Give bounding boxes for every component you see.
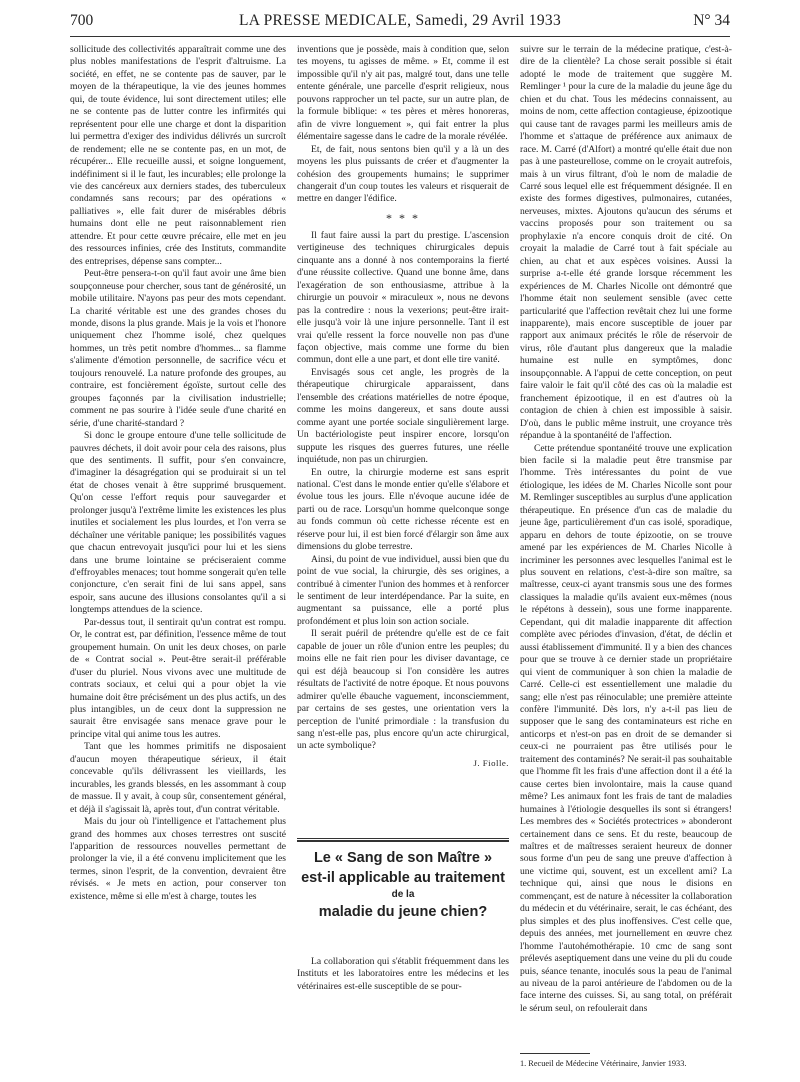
article-title-line: Le « Sang de son Maître » [313,850,493,866]
column-1 [70,44,286,903]
paragraph: En outre, la chirurgie moderne est sans esprit national. C'est dans le monde entier qu'elle s'élabore et évolue tous les jours. Elle n'évoque aucune idée de parti ou de race. Lorsqu'un homme quelconque songe au fonds commun où cette richesse récente est en réserve pour lui, il est bien forcé d'élargir son âme aux dimensions du globe terrestre. [297,466,509,553]
paragraph: Peut-être pensera-t-on qu'il faut avoir une âme bien soupçonneuse pour chercher, sous tant de générosité, un mobile utilitaire. N'ayons pas peur des mots cependant. La charité véritable est une des grandes choses du monde, disons la plus grande. Mais je la vois et l'honore uniquement chez l'homme isolé, chez quelques hommes, un très petit nombre d'hommes... sa flamme s'alimente d'émotion personnelle, de sacrifice vécu et toujours renouvelé. La nature profonde des groupes, au contraire, est foncièrement égoïste, surtout celle des groupes façonnés par la civilisation industrielle; comment ne pas sourire à l'idée seule d'une charité en série, d'une charité-standard ? [70,268,286,429]
page-header [70,10,730,32]
paragraph: sollicitude des collectivités apparaîtrait comme une des plus nobles manifestations de l'esprit d'altruisme. La société, en effet, ne se contente pas de sauver, par le moyen de la thérapeutique, la vie des jeunes hommes qui, de toute évidence, lui sont directement utiles; elle ne se contente pas de lutter contre les infirmités qui représentent pour elle une charge et dont la disparition lui permettra d'exiger des individus délivrés un surcroît de rendement; elle ne se contente pas, en un mot, de récupérer... Elle recueille aussi, et soigne longuement, indéfiniment si il le faut, les incurables; elle prolonge la vie des cancéreux aux derniers stades, des tuberculeux condamnés sans recours; par des opérations « palliatives », elle fait durer de misérables débris humains dont elle ne peut raisonnablement rien attendre. Et pour cette œuvre précaire, elle met en jeu des ressources infinies, crée des Instituts, commandite des entreprises, dépense sans compter... [70,44,286,267]
paragraph: Par-dessus tout, il sentirait qu'un contrat est rompu. Or, le contrat est, par définition, l'essence même de tout groupement humain. On unit les deux choses, on parle de « Contrat social ». Peut-être serait-il préférable d'user du pluriel. Nous vivons avec une multitude de contrats sociaux, et celui qui a pour objet la vie humaine doit être précisément un des plus actifs, un des plus intangibles, un de ceux dont la suppression ne saurait être envisagée sans menace grave pour le principe vital qui anime tous les autres. [70,616,286,740]
article-title-line: de la [391,889,415,900]
paragraph: Cette prétendue spontanéité trouve une explication bien facile si la maladie peut être transmise par l'homme. Très intéressantes du point de vue étiologique, les idées de M. Charles Nicolle sont pour M. Remlinger susceptibles au surplus d'une application thérapeutique. En présence d'un cas de maladie du jeune âge, particulièrement d'un cas isolé, sporadique, apparu en dehors de toute épizootie, on se trouve amené par les expériences de M. Charles Nicolle à incriminer les personnes avec lesquelles l'animal est le plus souvent en relations, c'est-à-dire son maître, sa maîtresse, ceux-ci ayant transmis sous une des formes classiques la maladie qu'ils avaient eux-mêmes (nous le répétons à dessein), sous une forme inapparente. Cependant, qui dit maladie inapparente dit affection complète avec périodes d'invasion, d'état, de déclin et aussi établissement d'immunité. Il y a bien des chances pour que se trouve à ce dernier stade un propriétaire qui vient de communiquer à son chien la maladie de Carré. Celle-ci est essentiellement une maladie du sang; elle n'est pas réinoculable; une première atteinte confère l'immunité. Dès lors, n'y a-t-il pas lieu de supposer que le sang des contaminateurs est riche en anticorps et n'est-on pas en droit de se demander si ceux-ci ne pourraient pas être utilisés pour le traitement des contaminés? Ne serait-il pas souhaitable que l'homme fît les frais d'une affection dont il a été la cause certes bien involontaire, mais la cause quand même? Les animaux font les frais de tant de maladies humaines à l'étiologie desquelles ils sont si étrangers! Les membres des « Sociétés protectrices » abonderont certainement dans ce sens. Et du reste, beaucoup de maîtres et de maîtresses seraient heureux de donner sous forme d'un peu de sang une preuve d'affection à une victime qui, souvent, est un excellent ami? La technique qui, ainsi que nous le disions en commençant, est de nature à nécessiter la collaboration du médecin et du vétérinaire, serait, le cas échéant, des plus simples et des plus inoffensives. C'est celle que, depuis des années, met journellement en œuvre chez l'homme l'autohémothérapie. 10 cmc de sang sont prélevés aseptiquement dans une veine du pli du coude puis, séance tenante, inoculés sous la peau de l'animal au niveau de la paroi antérieure de l'abdomen ou de la face interne des cuisses. Si, au sang total, on préférait le sérum seul, on refoulerait dans [520,442,732,1014]
article-box-rule [297,838,509,842]
paragraph: inventions que je possède, mais à condition que, selon tes moyens, tu agisses de même. » Et, comme il est impossible qu'il n'y ait pas, malgré tout, dans une telle entente générale, une parcelle d'esprit religieux, nous pouvons rapprocher un tel pacte, sur un autre plan, de la formule biblique: « tes pères et mères honoreras, afin de vivre longuement », qui fait entrer la plus élémentaire sagesse dans le cadre de la morale révélée. [297,44,509,143]
section-break-stars: * * * [386,210,420,225]
paragraph: Et, de fait, nous sentons bien qu'il y a là un des moyens les plus puissants de créer et d'augmenter la cohésion des groupements humains; le supprimer changerait d'un coup toutes les valeurs et risquerait de mettre en danger l'édifice. [297,143,509,205]
journal-title: LA PRESSE MEDICALE, Samedi, 29 Avril 1933 [238,12,562,29]
paragraph: Il faut faire aussi la part du prestige. L'ascension vertigineuse des techniques chirurgicales depuis cinquante ans a donné à nos contemporains la fierté d'une réussite collective. Quand une bonne âme, dans l'exagération de son enthousiasme, attribue à la chirurgie un pouvoir « miraculeux », nous ne devons pas la contredire : nous la vexerions; peut-être irait-elle jusqu'à voir là une injure personnelle. Tant il est vrai qu'elle ressent la force nouvelle non pas d'une façon objective, mais comme une forme du bien commun, dont elle a une part, et dont elle tire vanité. [297,229,509,366]
paragraph: Si donc le groupe entoure d'une telle sollicitude de pauvres déchets, il doit avoir pour cela des raisons, plus que des sentiments. Il suffit, pour s'en convaincre, d'imaginer la désagrégation qui se produirait si un tel état de choses venait à être supprimé brusquement. Qu'on cesse l'effort requis pour sauvegarder et prolonger jusqu'à l'extrême limite les existences les plus inutiles et socialement les plus lourdes, et l'on verra se déchaîner une véritable panique; les possibilités vagues que chacun entrevoyait jusqu'ici pour lui et les siens dans une brume lointaine se préciseraient comme d'effroyables menaces; tout homme songerait qu'en telle conjoncture, c'en serait fini de lui sans appel, sans espoir, sans aucune des illusions consolantes qu'il a si longtemps attendues de la science. [70,430,286,616]
footnote-rule [520,1053,590,1054]
paragraph: Envisagés sous cet angle, les progrès de la thérapeutique chirurgicale apparaissent, dans l'ensemble des créations matérielles de notre époque, comme les moins dangereux, et sans doute aussi comme ayant une portée sociale singulièrement large. Un bactériologiste peut inspirer encore, lorsqu'on suppute les risques des guerres futures, une réelle inquiétude, non pas un chirurgien. [297,366,509,466]
column-3 [520,44,732,1015]
author-signature: J. Fiolle. [473,757,509,768]
header-rule [70,36,730,37]
footnote: 1. Recueil de Médecine Vétérinaire, Janvier 1933. [520,1059,687,1068]
column-2 [297,44,509,769]
page-number: 700 [70,12,94,29]
article-title-line: maladie du jeune chien? [318,904,488,920]
article-title-line: est-il applicable au traitement [301,870,505,886]
paragraph: Tant que les hommes primitifs ne disposaient d'aucun moyen thérapeutique sérieux, il était concevable qu'ils délivrassent les vieillards, les incurables, les grands blessés, en les assommant à coup de massue. Il y avait, à coup sûr, consentement général, et déjà il s'agissait là, après tout, d'un contrat véritable. [70,741,286,815]
paragraph: Mais du jour où l'intelligence et l'attachement plus grand des hommes aux choses terrestres ont suscité l'apparition de ressources nouvelles permettant de prolonger la vie, il a été convenu implicitement que les termes, sinon l'esprit, de la convention, devraient être révisés. « Je mets en action, pour conserver ton existence, même si elle m'est à charge, toutes les [70,816,286,902]
issue-number: N° 34 [693,12,730,29]
paragraph: Ainsi, du point de vue individuel, aussi bien que du point de vue social, la chirurgie, dès ses origines, a contribué à cimenter l'union des hommes et à renforcer le sentiment de leur interdépendance. Par la suite, en augmentant sa puissance, elle a porté plus profondément et plus loin son action sociale. [297,553,509,627]
article-title [297,848,509,922]
paragraph: La collaboration qui s'établit fréquemment dans les Instituts et les laboratoires entre les médecins et les vétérinaires est-elle susceptible de se pour- [297,956,509,992]
paragraph: Il serait puéril de prétendre qu'elle est de ce fait capable de jouer un rôle d'union entre les peuples; du moins elle ne fait rien pour les diviser davantage, ce qui est déjà beaucoup si l'on considère les autres résultats de l'activité de notre époque. Et nous pouvons admirer qu'elle ébauche vaguement, inconsciemment, par certains de ses gestes, une orientation vers la perception de l'unité primordiale : la transfusion du sang n'est-elle pas, plus encore qu'un acte chirurgical, un acte symbolique? [297,628,509,752]
article-body [297,956,509,993]
paragraph: suivre sur le terrain de la médecine pratique, c'est-à-dire de la clientèle? La chose serait possible si était adopté le mode de traitement que suggère M. Remlinger ¹ pour la cure de la maladie du jeune âge du chien et du chat. Tous les médecins connaissent, au moins de nom, cette affection contagieuse, épizootique qui cause tant de ravages parmi les meilleurs amis de l'homme et s'attaque de préférence aux animaux de race. M. Carré (d'Alfort) a montré qu'elle était due non pas à une pasteurellose, comme on le croyait autrefois, mais à un virus filtrant, d'où le nom de maladie de Carré sous lequel elle est fréquemment désignée. Il en existe des formes digestives, pulmonaires, cutanées, nerveuses, mixtes. Ajoutons qu'aucun des sérums et vaccins proposés pour son traitement ou sa prophylaxie n'a encore conquis droit de cité. On croyait la maladie de Carré tout à fait spéciale au chien, au chat et aux espèces voisines. Aussi la surprise a-t-elle été grande lorsque récemment les expériences de M. Charles Nicolle ont démontré que l'homme était non seulement sensible (avec cette particularité que l'affection revêtait chez lui une forme inapparente), mais encore susceptible de jouer par rapport aux animaux précités le rôle de réservoir de virus, rôle d'autant plus dangereux que la maladie humaine est nulle en symptômes, donc insoupçonnable. A l'appui de cette conception, on peut faire valoir le fait qu'il côté des cas où la maladie est franchement épizootique, il en est d'autres où la contagion de chien à chien est impossible à saisir. D'où, dans le public même instruit, une croyance très répandue à la spontanéité de l'affection. [520,44,732,442]
